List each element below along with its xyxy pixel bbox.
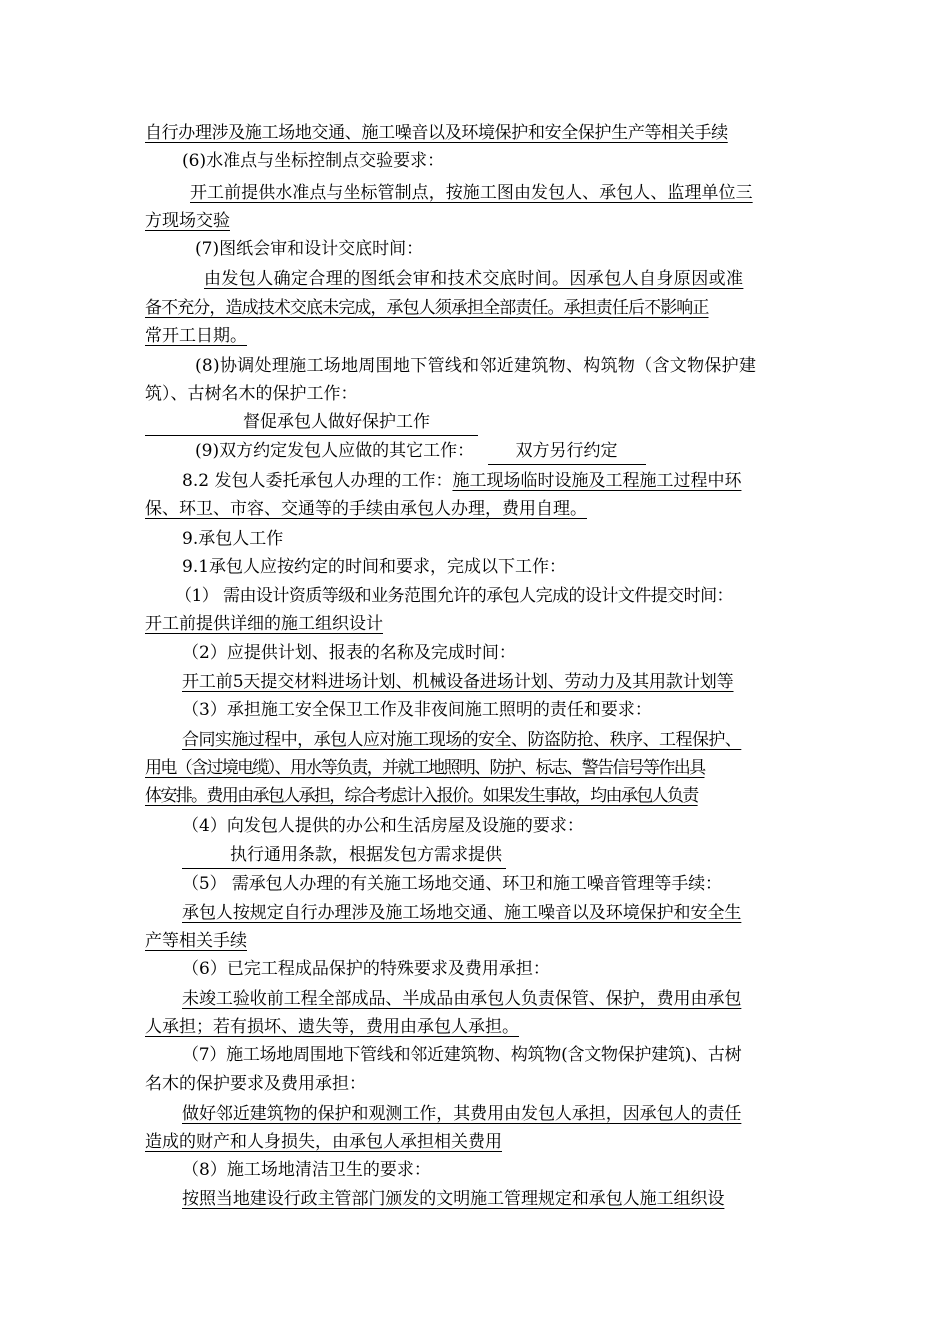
field-label: (9)双方约定发包人应做的其它工作： xyxy=(195,441,475,461)
text-line: 名木的保护要求及费用承担： xyxy=(145,1074,366,1094)
text-line: 筑）、古树名木的保护工作： xyxy=(145,384,358,404)
text-line: 自行办理涉及施工场地交通、施工噪音以及环境保护和安全保护生产等相关手续 xyxy=(145,123,728,143)
text-line xyxy=(195,438,646,464)
text-line: 保、环卫、市容、交通等的手续由承包人办理，费用自理。 xyxy=(145,499,587,519)
text-line: (8)协调处理施工场地周围地下管线和邻近建筑物、构筑物（含文物保护建 xyxy=(195,356,757,376)
text-line: 开工前5天提交材料进场计划、机械设备进场计划、劳动力及其用款计划等 xyxy=(182,672,734,692)
filled-blank: 双方另行约定 xyxy=(488,438,646,465)
text-line: 体安排。费用由承包人承担，综合考虑计入报价。如果发生事故，均由承包人负责 xyxy=(145,786,698,806)
text-line xyxy=(182,468,741,494)
text-line: （6）已完工程成品保护的特殊要求及费用承担： xyxy=(182,959,550,979)
text-line: 合同实施过程中，承包人应对施工现场的安全、防盗防抢、秩序、工程保护、 xyxy=(182,730,742,750)
text-line: （4）向发包人提供的办公和生活房屋及设施的要求： xyxy=(182,816,584,836)
text-line: 产等相关手续 xyxy=(145,931,247,951)
text-line: 方现场交验 xyxy=(145,211,230,231)
text-line: 由发包人确定合理的图纸会审和技术交底时间。因承包人自身原因或准 xyxy=(204,269,744,289)
text-line: （5） 需承包人办理的有关施工场地交通、环卫和施工噪音管理等手续： xyxy=(182,874,722,894)
text-line: 用电（含过境电缆）、用水等负责，并就工地照明、防护、标志、警告信号等作出具 xyxy=(145,758,705,778)
text-line: 造成的财产和人身损失，由承包人承担相关费用 xyxy=(145,1132,502,1152)
text-line: 9.1承包人应按约定的时间和要求，完成以下工作： xyxy=(182,557,567,577)
text-line: 开工前提供水准点与坐标管制点，按施工图由发包人、承包人、监理单位三 xyxy=(190,183,753,203)
text-line: 承包人按规定自行办理涉及施工场地交通、施工噪音以及环境保护和安全生 xyxy=(182,903,742,923)
text-line: (6)水准点与坐标控制点交验要求： xyxy=(182,151,445,171)
filled-blank: 执行通用条款，根据发包方需求提供 xyxy=(182,842,506,869)
text-line: （8）施工场地清洁卫生的要求： xyxy=(182,1160,431,1180)
text-line: （3）承担施工安全保卫工作及非夜间施工照明的责任和要求： xyxy=(182,700,652,720)
text-line: 按照当地建设行政主管部门颁发的文明施工管理规定和承包人施工组织设 xyxy=(182,1189,725,1209)
text-line: 9.承包人工作 xyxy=(182,529,284,549)
text-line xyxy=(145,409,478,435)
text-line: 常开工日期。 xyxy=(145,326,247,346)
text-line: （2）应提供计划、报表的名称及完成时间： xyxy=(182,643,516,663)
filled-blank: 施工现场临时设施及工程施工过程中环 xyxy=(452,471,742,491)
text-line: 做好邻近建筑物的保护和观测工作，其费用由发包人承担，因承包人的责任 xyxy=(182,1104,742,1124)
text-line: 未竣工验收前工程全部成品、半成品由承包人负责保管、保护，费用由承包 xyxy=(182,989,742,1009)
text-line: （7）施工场地周围地下管线和邻近建筑物、构筑物(含文物保护建筑)、古树 xyxy=(182,1045,742,1065)
text-line: (7)图纸会审和设计交底时间： xyxy=(195,239,424,259)
text-line: 备不充分，造成技术交底未完成，承包人须承担全部责任。承担责任后不影响正 xyxy=(145,298,709,318)
field-label: 8.2 发包人委托承包人办理的工作： xyxy=(182,471,453,491)
text-line: 开工前提供详细的施工组织设计 xyxy=(145,614,383,634)
text-line: （1） 需由设计资质等级和业务范围允许的承包人完成的设计文件提交时间： xyxy=(175,586,733,606)
text-line xyxy=(182,842,506,868)
filled-blank: 督促承包人做好保护工作 xyxy=(145,409,478,436)
text-line: 人承担；若有损坏、遗失等，费用由承包人承担。 xyxy=(145,1017,519,1037)
